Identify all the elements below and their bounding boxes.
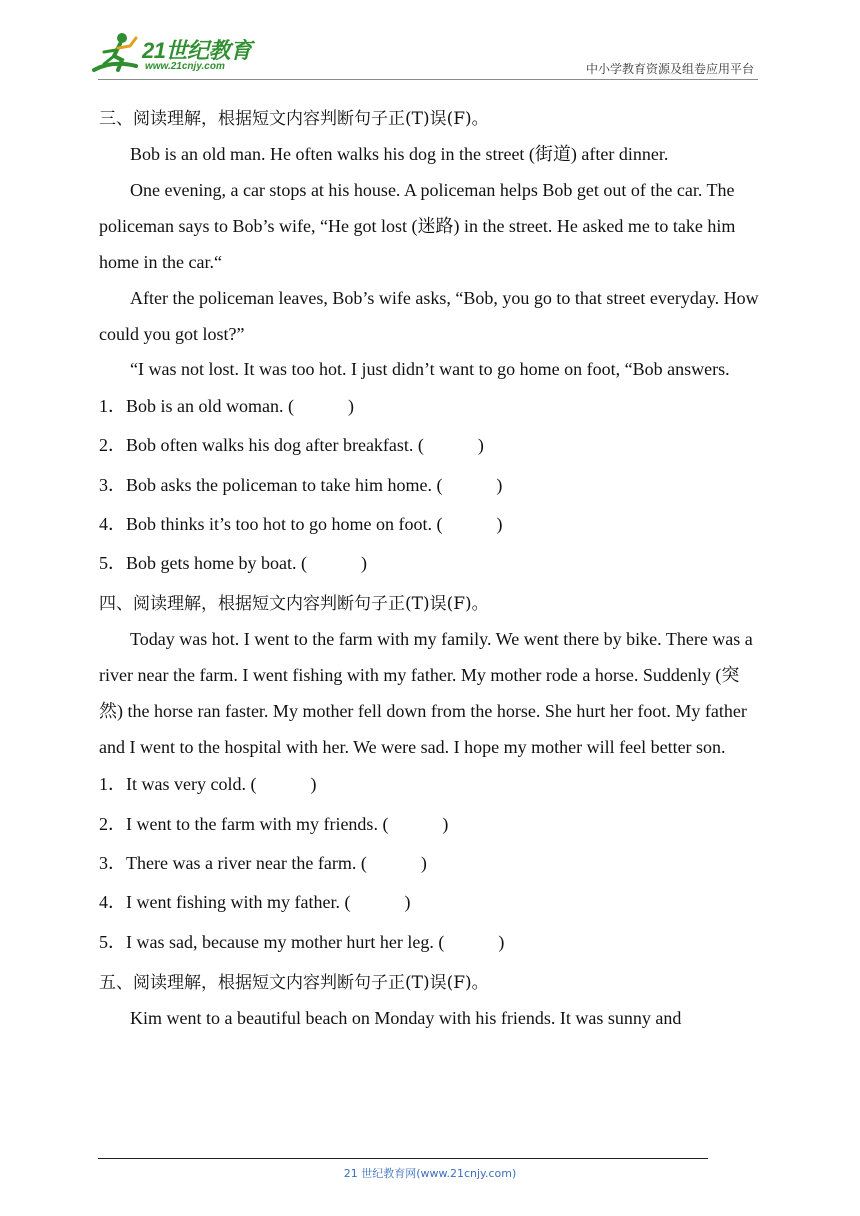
passage-paragraph: Bob is an old man. He often walks his dog in the street (街道) after dinner. [130, 144, 669, 164]
section-3 [99, 102, 761, 583]
page-header [0, 0, 860, 82]
section-4 [99, 587, 761, 961]
runner-logo-icon [92, 30, 144, 78]
footer-link[interactable]: 21 世纪教育网(www.21cnjy.com) [343, 1167, 517, 1180]
section-title: 五、阅读理解，根据短文内容判断句子正(T)误(F)。 [99, 972, 489, 993]
header-divider [98, 79, 758, 80]
passage-paragraph: Today was hot. I went to the farm with my family. We went there by bike. There was a river near the farm. I went fishing with my father. My mother rode a horse. Suddenly (突然) the horse ran faster. My mother fell down from the horse. She hurt her foot. My father and I went to the hospital with her. We were sad. I hope my mother will feel better son. [99, 629, 753, 758]
passage-paragraph: After the policeman leaves, Bob’s wife asks, “Bob, you go to that street everyday. How could you got lost?” [99, 288, 759, 344]
question-item: 4．I went fishing with my father. ( ) [99, 892, 411, 913]
question-item: 2．Bob often walks his dog after breakfast. ( ) [99, 435, 484, 456]
question-item: 2．I went to the farm with my friends. ( ) [99, 813, 449, 834]
logo-title: 21世纪教育 [142, 38, 252, 63]
site-logo[interactable] [92, 30, 262, 78]
platform-name: 中小学教育资源及组卷应用平台 [585, 62, 754, 76]
section-title: 四、阅读理解，根据短文内容判断句子正(T)误(F)。 [99, 594, 489, 615]
document-body [99, 102, 761, 1036]
footer-divider [98, 1158, 708, 1159]
passage-paragraph: “I was not lost. It was too hot. I just didn’t want to go home on foot, “Bob answers. [130, 359, 730, 379]
question-item: 3．There was a river near the farm. ( ) [99, 853, 427, 874]
question-item: 4．Bob thinks it’s too hot to go home on foot. ( ) [99, 513, 503, 534]
passage-paragraph: One evening, a car stops at his house. A policeman helps Bob get out of the car. The policeman says to Bob’s wife, “He got lost (迷路) in the street. He asked me to take him home in the car.“ [99, 180, 736, 272]
logo-url: www.21cnjy.com [145, 61, 225, 72]
question-item: 1．It was very cold. ( ) [99, 774, 317, 795]
question-item: 5．I was sad, because my mother hurt her leg. ( ) [99, 931, 505, 952]
question-item: 5．Bob gets home by boat. ( ) [99, 553, 367, 574]
question-item: 3．Bob asks the policeman to take him home. ( ) [99, 474, 503, 495]
section-title: 三、阅读理解，根据短文内容判断句子正(T)误(F)。 [99, 109, 489, 129]
passage-paragraph: Kim went to a beautiful beach on Monday with his friends. It was sunny and [130, 1007, 682, 1028]
section-5 [99, 966, 761, 1036]
question-item: 1．Bob is an old woman. ( ) [99, 396, 354, 416]
